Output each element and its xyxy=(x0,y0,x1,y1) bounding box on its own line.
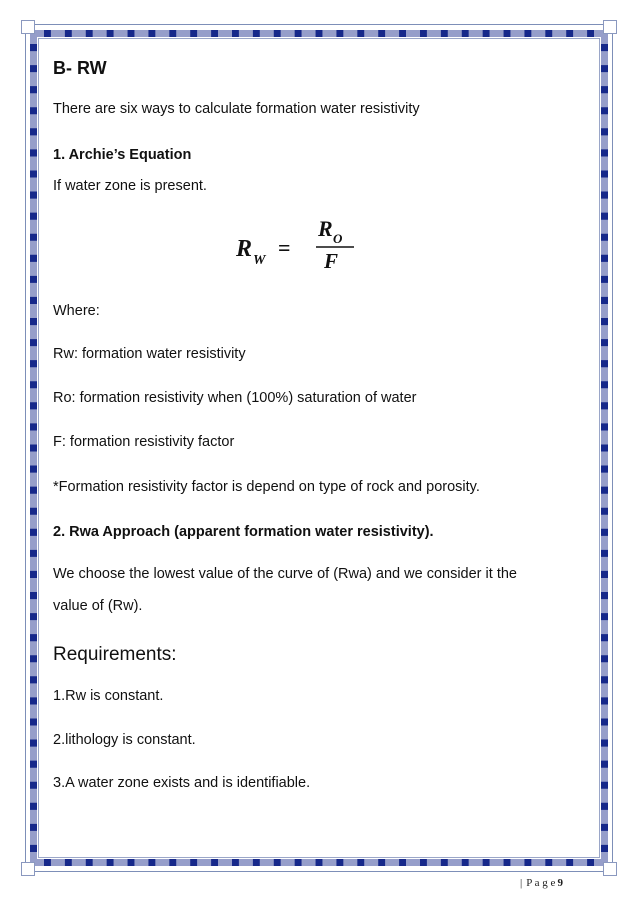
archie-equation xyxy=(232,214,402,274)
requirements-title: Requirements: xyxy=(53,644,177,665)
where-label: Where: xyxy=(53,303,100,319)
border-corner-top-left xyxy=(21,20,35,34)
border-corner-bottom-right xyxy=(603,862,617,876)
border-corner-bottom-left xyxy=(21,862,35,876)
page-footer xyxy=(520,877,563,889)
equation-denominator: F xyxy=(324,249,339,273)
requirement-3: 3.A water zone exists and is identifiable. xyxy=(53,775,311,791)
equation-lhs-subscript: W xyxy=(253,253,266,268)
section-heading: B- RW xyxy=(53,58,107,78)
archie-title: 1. Archie’s Equation xyxy=(53,147,192,163)
rwa-body-line2: value of (Rw). xyxy=(53,598,143,614)
rwa-body-line1: We choose the lowest value of the curve of (Rwa) and we consider it the xyxy=(53,566,517,582)
equation-numerator: R xyxy=(318,216,333,241)
requirement-2: 2.lithology is constant. xyxy=(53,732,196,748)
equation-equals: = xyxy=(278,235,291,260)
footer-page-number: 9 xyxy=(557,877,563,889)
rwa-title: 2. Rwa Approach (apparent formation water resistivity). xyxy=(53,524,434,540)
archie-condition: If water zone is present. xyxy=(53,178,207,194)
formation-factor-note: *Formation resistivity factor is depend on type of rock and porosity. xyxy=(53,479,480,495)
footer-separator: | xyxy=(520,877,523,889)
intro-text: There are six ways to calculate formation water resistivity xyxy=(53,101,420,117)
definition-f: F: formation resistivity factor xyxy=(53,434,235,450)
footer-page-label: P a g e xyxy=(526,877,556,889)
border-corner-top-right xyxy=(603,20,617,34)
equation-lhs: R xyxy=(236,236,253,262)
requirement-1: 1.Rw is constant. xyxy=(53,688,164,704)
definition-ro: Ro: formation resistivity when (100%) saturation of water xyxy=(53,390,417,406)
definition-rw: Rw: formation water resistivity xyxy=(53,346,246,362)
equation-numerator-subscript: O xyxy=(333,231,343,246)
